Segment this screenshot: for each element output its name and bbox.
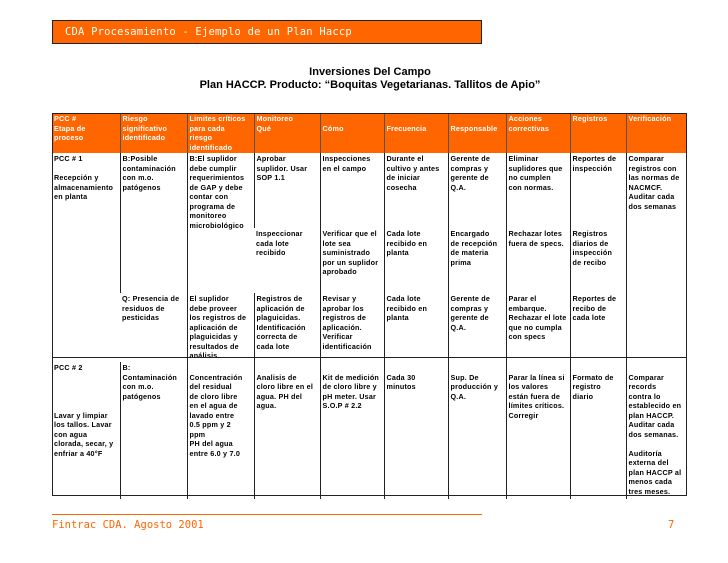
pcc1-r2-como: Verificar que el lote sea suministrado por un suplidor aprobado: [320, 228, 384, 293]
pcc2-riesgo: B: Contaminación con m.o. patógenos: [120, 362, 187, 499]
header-banner: [52, 20, 482, 44]
pcc2-registros: Formato de registro diario: [570, 362, 626, 499]
pcc1-r1-que: Aprobar suplidor. Usar SOP 1.1: [254, 153, 320, 228]
header-acciones: Acciones correctivas: [506, 113, 570, 153]
table-header-row: [52, 113, 687, 153]
pcc1-limite-b: B:El suplidor debe cumplir requerimientos de GAP y debe contar con programa de monitoreo microbiológico: [187, 153, 254, 293]
pcc2-responsable: Sup. De producción y Q.A.: [448, 362, 506, 499]
table-bottom-rule: [52, 495, 687, 496]
pcc1-r1-responsable: Gerente de compras y gerente de Q.A.: [448, 153, 506, 228]
pcc1-riesgo-b: B:Posible contaminación con m.o. patógenos: [120, 153, 187, 293]
pcc1-r2-que: Inspeccionar cada lote recibido: [256, 229, 303, 257]
document-subtitle: Plan HACCP. Producto: “Boquitas Vegetarianas. Tallitos de Apio”: [199, 79, 541, 91]
pcc1-r3-riesgo: Q: Presencia de residuos de pesticidas: [122, 294, 180, 322]
pcc2-como: Kit de medición de cloro libre y pH meter. Usar S.O.P # 2.2: [320, 362, 384, 499]
pcc1-r3-que: Registros de aplicación de plaguicidas. Identificación correcta de cada lote: [254, 293, 320, 362]
pcc1-r3-acciones: Parar el embarque. Rechazar el lote que no cumpla con specs: [506, 293, 570, 362]
pcc2-limite: Concentración del residual de cloro libre en el agua de lavado entre 0.5 ppm y 2 ppm PH del agua entre 6.0 y 7.0: [187, 362, 254, 499]
pcc1-r2-acciones: Rechazar lotes fuera de specs.: [506, 228, 570, 293]
pcc2-acciones: Parar la línea si los valores están fuera de límites críticos. Corregir: [506, 362, 570, 499]
document-title: Inversiones Del Campo: [309, 66, 431, 78]
header-registros: Registros: [570, 113, 626, 153]
table-row: [52, 293, 687, 362]
header-pcc: PCC # Etapa de proceso: [52, 113, 120, 153]
pcc1-r3-como: Revisar y aprobar los registros de aplicación. Verificar identificación: [320, 293, 384, 362]
pcc1-r3-registros: Reportes de recibo de cada lote: [570, 293, 626, 362]
pcc-divider: [52, 357, 687, 358]
header-monitoreo: Monitoreo Qué: [254, 113, 320, 153]
pcc1-r1-registros: Reportes de inspección: [570, 153, 626, 228]
header-limites: Limites críticos para cada riesgo identificado: [187, 113, 254, 153]
header-frecuencia: Frecuencia: [384, 113, 448, 153]
header-verificacion: Verificación: [626, 113, 687, 153]
pcc2-verificacion: Comparar records contra lo establecido en plan HACCP. Auditar cada dos semanas. Auditoría externa del plan HACCP al menos cada tres meses.: [626, 362, 687, 499]
pcc1-r3-responsable: Gerente de compras y gerente de Q.A.: [448, 293, 506, 362]
pcc2-stage-cell: PCC # 2 Lavar y limpiar los tallos. Lavar con agua clorada, secar, y enfriar a 40°F: [54, 363, 114, 458]
pcc2-frecuencia: Cada 30 minutos: [384, 362, 448, 499]
header-responsable: Responsable: [448, 113, 506, 153]
pcc1-stage-cell: PCC # 1 Recepción y almacenamiento en planta: [54, 154, 114, 201]
pcc1-r2-responsable: Encargado de recepción de materia prima: [448, 228, 506, 293]
header-riesgo: Riesgo significativo identificado: [120, 113, 187, 153]
pcc1-r1-como: Inspecciones en el campo: [320, 153, 384, 228]
page-number: 7: [668, 519, 675, 531]
pcc1-r2-frecuencia: Cada lote recibido en planta: [384, 228, 448, 293]
pcc1-r1-acciones: Eliminar suplidores que no cumplen con normas.: [506, 153, 570, 228]
footer-text: Fintrac CDA. Agosto 2001: [52, 519, 204, 531]
header-como: Cómo: [320, 113, 384, 153]
pcc1-verificacion: Comparar registros con las normas de NACMCF. Auditar cada dos semanas: [626, 153, 687, 362]
pcc1-r3-limite: El suplidor debe proveer los registros de aplicación de plaguicidas y resultados de análisis.: [187, 293, 254, 362]
table-row: [52, 153, 687, 228]
pcc1-r1-frecuencia: Durante el cultivo y antes de iniciar cosecha: [384, 153, 448, 228]
footer-rule: [52, 514, 482, 515]
pcc1-r2-registros: Registros diarios de inspección de recibo: [570, 228, 626, 293]
table-row: [52, 362, 687, 499]
pcc2-que: Analisis de cloro libre en el agua. PH del agua.: [254, 362, 320, 499]
banner-title: CDA Procesamiento - Ejemplo de un Plan Haccp: [65, 26, 352, 38]
haccp-table: [52, 113, 687, 499]
pcc1-r3-frecuencia: Cada lote recibido en planta: [384, 293, 448, 362]
